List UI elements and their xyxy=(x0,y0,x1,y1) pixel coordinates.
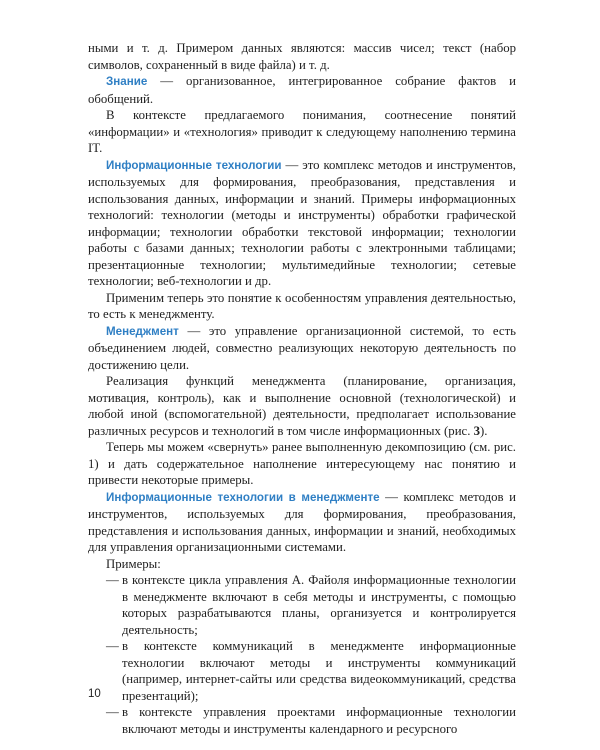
definition-management: — это управление организационной системой, то есть объединением людей, совместно реализующих некоторую деятельность по достижению цели. xyxy=(88,323,516,372)
definition-it-management: — комплекс методов и инструментов, используемых для формирования, преобразования, представления и использования данных, информации и знаний, необходимых для управления организационными системами. xyxy=(88,489,516,554)
term-it-management: Информационные технологии в менеджменте xyxy=(106,490,380,504)
page-number: 10 xyxy=(88,688,101,700)
dash-marker: — xyxy=(106,573,119,587)
paragraph-examples-label: Примеры: xyxy=(106,556,161,571)
paragraph-decomposition: Теперь мы можем «свернуть» ранее выполненную декомпозицию (см. рис. 1) и дать содержательное наполнение интересующему нас понятию и привести некоторые примеры. xyxy=(88,440,516,487)
list-item xyxy=(88,704,516,737)
figure-reference: 3 xyxy=(473,423,481,438)
list-item xyxy=(88,638,516,704)
dash-marker: — xyxy=(106,639,119,653)
term-info-tech: Информационные технологии xyxy=(106,158,282,172)
functions-text-start: Реализация функций менеджмента (планирование, организация, мотивация, контроль), как и выполнение основной (технологической) и любой иной (вспомогательной) деятельности, предполагает использование различных ресурсов и технологий в том числе информационных (рис. xyxy=(88,374,516,438)
paragraph-info-tech xyxy=(88,157,516,290)
paragraph-apply-management: Применим теперь это понятие к особенностям управления деятельностью, то есть к менеджменту. xyxy=(88,290,516,321)
page-body xyxy=(88,40,516,737)
examples-list xyxy=(88,572,516,737)
definition-info-tech: — это комплекс методов и инструментов, используемых для формирования, преобразования, представления и использования данных, информации и знаний. Примеры информационных технологий: технологии (методы и инструменты) обработки графической информации; технологии обработки текстовой информации; технологии работы с базами данных; технологии работы с электронными таблицами; презентационные технологии; мультимедийные технологии; сетевые технологии; веб-технологии и др. xyxy=(88,157,516,288)
term-knowledge: Знание xyxy=(106,75,148,88)
list-item xyxy=(88,572,516,638)
functions-text-end: ). xyxy=(480,423,488,438)
paragraph-functions xyxy=(88,373,516,439)
list-item-text: в контексте цикла управления А. Файоля информационные технологии в менеджменте включают в себя методы и инструменты, с помощью которых разрабатываются планы, организуется и контролируется деятельность; xyxy=(122,573,516,637)
paragraph-management xyxy=(88,323,516,374)
paragraph-knowledge xyxy=(88,73,516,107)
dash-marker: — xyxy=(106,705,119,719)
paragraph-it-management xyxy=(88,489,516,556)
list-item-text: в контексте управления проектами информационные технологии включают методы и инструменты календарного и ресурсного xyxy=(122,705,516,736)
paragraph-continuation: ными и т. д. Примером данных являются: массив чисел; текст (набор символов, сохраненный в виде файла) и т. д. xyxy=(88,41,516,72)
term-management: Менеджмент xyxy=(106,324,179,338)
paragraph-context-it: В контексте предлагаемого понимания, соотнесение понятий «информации» и «технология» приводит к следующему наполнению термина IT. xyxy=(88,108,516,155)
definition-knowledge: — организованное, интегрированное собрание фактов и обобщений. xyxy=(88,74,516,106)
list-item-text: в контексте коммуникаций в менеджменте информационные технологии включают методы и инструменты коммуникаций (например, интернет-сайты или средства видеокоммуникаций, средства презентаций); xyxy=(122,639,516,703)
